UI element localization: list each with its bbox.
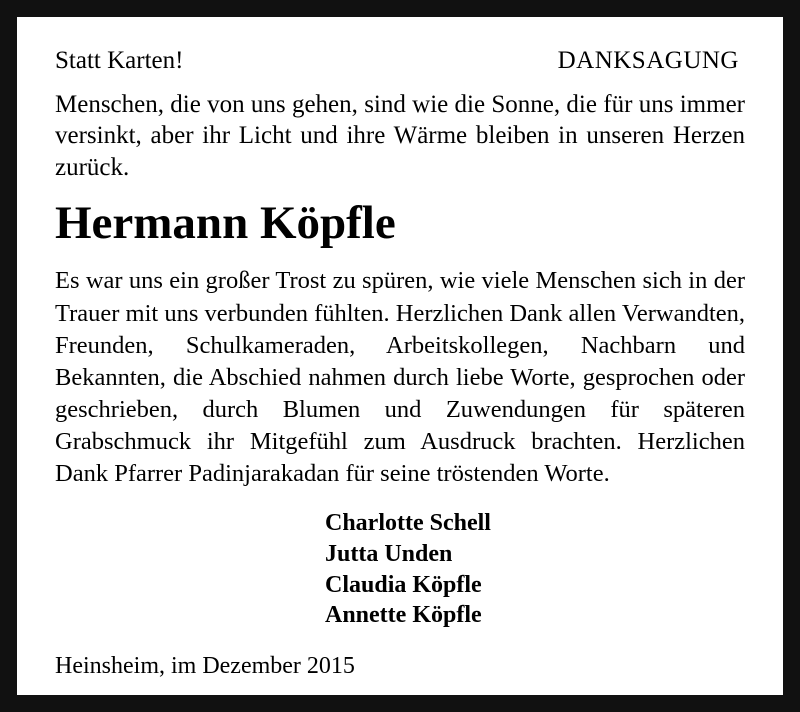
list-item: Annette Köpfle — [325, 602, 482, 629]
list-item: Jutta Unden — [325, 540, 453, 567]
list-item: Claudia Köpfle — [325, 571, 482, 598]
thank-you-text: Es war uns ein großer Trost zu spüren, wie viele Menschen sich in der Trauer mit uns verbunden fühlten. Herzlichen Dank allen Verwandten, Freunden, Schulkameraden, Arbeitskollegen, Nachbarn und Bekannten, die Abschied nahmen durch liebe Worte, gesprochen oder geschrieben, durch Blumen und Zuwendungen für späteren Grabschmuck ihr Mitgefühl zum Ausdruck brachten. Herzlichen Dank Pfarrer Padinjarakadan für seine tröstenden Worte. — [55, 267, 745, 487]
signers-list — [55, 508, 745, 631]
intro-verse: Menschen, die von uns gehen, sind wie die Sonne, die für uns immer versinkt, aber ihr Licht und ihre Wärme bleiben in unseren Herzen zurück. — [55, 90, 745, 181]
statt-karten-label: Statt Karten! — [55, 47, 184, 74]
obituary-inner-frame — [14, 14, 786, 698]
danksagung-label: DANKSAGUNG — [557, 47, 739, 74]
list-item: Charlotte Schell — [325, 510, 491, 537]
notice-header — [55, 47, 745, 75]
deceased-name: Hermann Köpfle — [55, 196, 396, 249]
place-and-date: Heinsheim, im Dezember 2015 — [55, 652, 355, 679]
